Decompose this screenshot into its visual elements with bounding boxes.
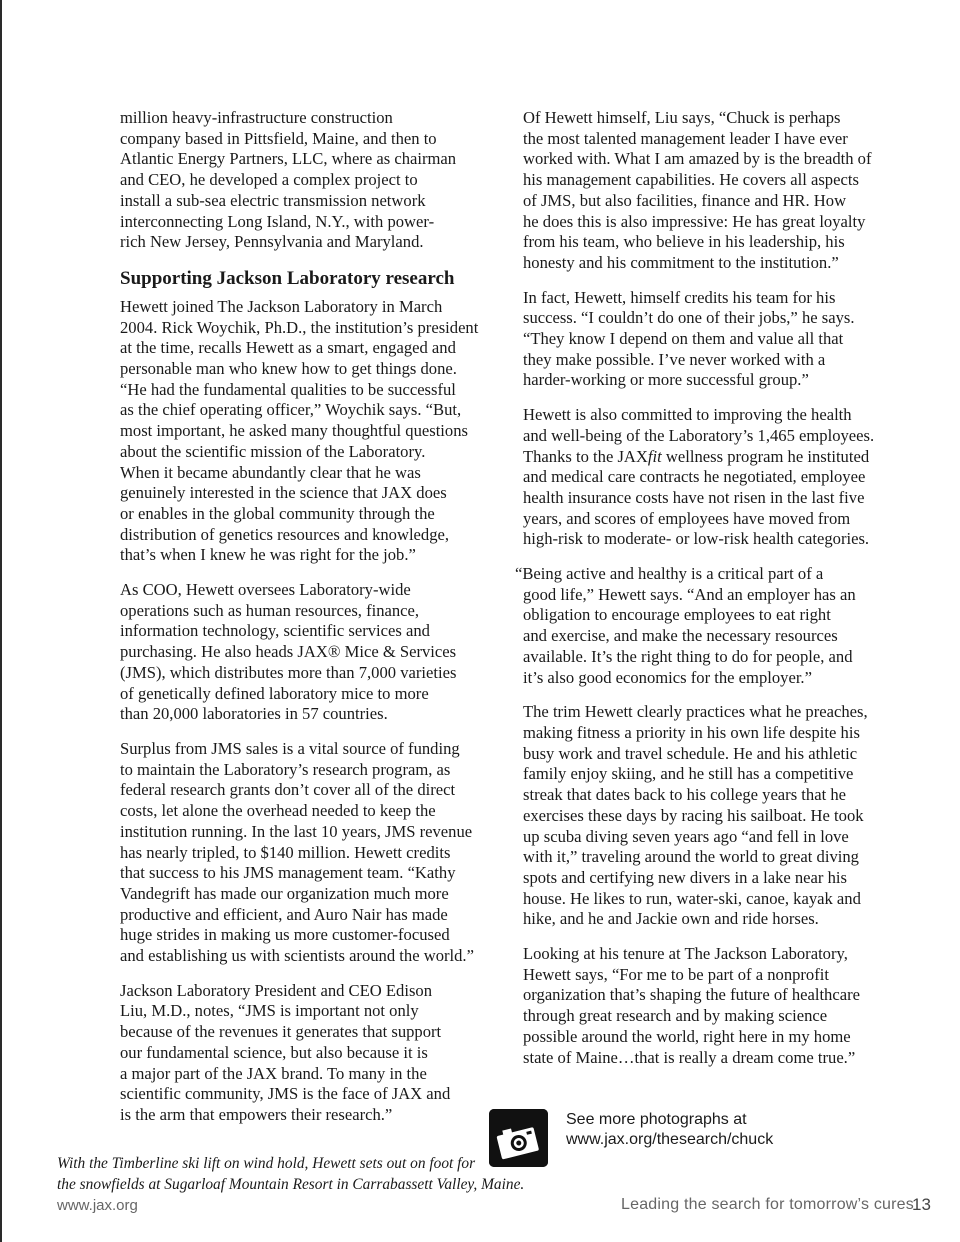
text-line: his management capabilities. He covers all aspects xyxy=(523,170,859,190)
text-line: “He had the fundamental qualities to be successful xyxy=(120,379,456,399)
text-line: through great research and by making science xyxy=(523,1006,828,1026)
text-line: Hewett says, “For me to be part of a nonprofit xyxy=(523,964,829,984)
text-line: the most talented management leader I have ever xyxy=(523,128,848,148)
text-line: up scuba diving seven years ago “and fell in love xyxy=(523,826,849,846)
text-line: “They know I depend on them and value all that xyxy=(523,329,844,349)
text-line: In fact, Hewett, himself credits his team for his xyxy=(523,287,836,307)
text-line: and exercise, and make the necessary resources xyxy=(523,626,838,646)
footer-tagline: Leading the search for tomorrow’s cures xyxy=(621,1196,914,1213)
text-line: operations such as human resources, finance, xyxy=(120,600,420,620)
text-line: from his team, who believe in his leadership, his xyxy=(523,232,845,252)
caption-line: the snowfields at Sugarloaf Mountain Resort in Carrabassett Valley, Maine. xyxy=(57,1175,525,1193)
text-line: of genetically defined laboratory mice to more xyxy=(120,683,429,703)
text-line: or enables in the global community through the xyxy=(120,503,435,523)
text-line: health insurance costs have not risen in the last five xyxy=(523,487,865,507)
text-line: costs, let alone the overhead needed to keep the xyxy=(120,801,436,821)
photo-caption xyxy=(57,1154,524,1195)
text-line: that’s when I knew he was right for the job.” xyxy=(120,545,416,565)
text-line: of JMS, but also facilities, finance and HR. How xyxy=(523,190,847,210)
text-line: available. It’s the right thing to do for people, and xyxy=(523,646,853,666)
text-line: and medical care contracts he negotiated, employee xyxy=(523,467,866,487)
text-line: interconnecting Long Island, N.Y., with power- xyxy=(120,211,435,231)
text-line: information technology, scientific services and xyxy=(120,621,430,641)
text-line: Of Hewett himself, Liu says, “Chuck is perhaps xyxy=(523,108,841,127)
text-line: Looking at his tenure at The Jackson Laboratory, xyxy=(523,944,848,964)
camera-icon[interactable] xyxy=(489,1109,548,1167)
text-line: personable man who knew how to get things done. xyxy=(120,359,457,379)
text-line: possible around the world, right here in my home xyxy=(523,1026,851,1046)
text-line: obligation to encourage employees to eat right xyxy=(523,605,831,625)
text-line: as the chief operating officer,” Woychik says. “But, xyxy=(120,400,462,420)
text-line: hike, and he and Jackie own and ride horses. xyxy=(523,909,819,929)
text-line: good life,” Hewett says. “And an employer has an xyxy=(523,584,856,604)
right-para-5 xyxy=(523,702,889,930)
text-line: busy work and travel schedule. He and his athletic xyxy=(523,743,858,763)
right-para-4 xyxy=(515,564,889,688)
caption-line: With the Timberline ski lift on wind hold, Hewett sets out on foot for xyxy=(57,1155,476,1172)
text-line: genuinely interested in the science that JAX does xyxy=(120,483,447,503)
text-line: most important, he asked many thoughtful questions xyxy=(120,421,468,441)
text-line: because of the revenues it generates that support xyxy=(120,1022,442,1042)
text-line: family enjoy skiing, and he still has a competitive xyxy=(523,764,854,784)
text-line: and CEO, he developed a complex project to xyxy=(120,170,418,190)
text-line: “Being active and healthy is a critical part of a xyxy=(515,564,824,584)
text-line: streak that dates back to his college years that he xyxy=(523,785,846,805)
text-line: state of Maine…that is really a dream come true.” xyxy=(523,1047,856,1067)
footer-website[interactable]: www.jax.org xyxy=(57,1197,138,1214)
text-line: As COO, Hewett oversees Laboratory-wide xyxy=(120,580,411,600)
text-line: spots and certifying new divers in a lake near his xyxy=(523,867,847,887)
text-line: to maintain the Laboratory’s research program, as xyxy=(120,759,451,779)
text-line: Hewett joined The Jackson Laboratory in March xyxy=(120,296,443,316)
text-line: they make possible. I’ve never worked with a xyxy=(523,349,826,369)
section-heading: Supporting Jackson Laboratory research xyxy=(120,267,455,289)
more-photos-text: See more photographs at xyxy=(566,1111,747,1128)
text-line: Jackson Laboratory President and CEO Edison xyxy=(120,980,432,1000)
text-line: our fundamental science, but also because it is xyxy=(120,1042,428,1062)
right-para-2 xyxy=(523,288,889,392)
text-line: than 20,000 laboratories in 57 countries. xyxy=(120,704,388,724)
left-column xyxy=(120,108,486,1140)
text-line: Surplus from JMS sales is a vital source of funding xyxy=(120,738,460,758)
text-line: house. He likes to run, water-ski, canoe, kayak and xyxy=(523,888,861,908)
text-line: has nearly tripled, to $140 million. Hewett credits xyxy=(120,842,451,862)
text-line: 2004. Rick Woychik, Ph.D., the institution’s president xyxy=(120,317,479,337)
right-para-1 xyxy=(523,108,889,274)
text-line: and well-being of the Laboratory’s 1,465 employees. xyxy=(523,425,875,445)
text-line: Liu, M.D., notes, “JMS is important not only xyxy=(120,1001,419,1021)
text-line: honesty and his commitment to the institution.” xyxy=(523,252,839,272)
text-line: million heavy-infrastructure construction xyxy=(120,108,393,127)
text-line: is the arm that empowers their research.” xyxy=(120,1104,393,1124)
right-column xyxy=(515,108,889,1082)
text-line: install a sub-sea electric transmission network xyxy=(120,190,426,210)
text-line: When it became abundantly clear that he was xyxy=(120,462,421,482)
text-line: it’s also good economics for the employer.” xyxy=(523,667,812,687)
page-number: 13 xyxy=(912,1195,931,1214)
text-line: Atlantic Energy Partners, LLC, where as chairman xyxy=(120,149,457,169)
text-line: Thanks to the JAXfit wellness program he instituted xyxy=(523,446,870,466)
text-line: federal research grants don’t cover all of the direct xyxy=(120,780,456,800)
text-line: and establishing us with scientists around the world.” xyxy=(120,946,474,966)
text-line: company based in Pittsfield, Maine, and then to xyxy=(120,128,437,148)
text-line: productive and efficient, and Auro Nair has made xyxy=(120,904,448,924)
text-line: huge strides in making us more customer-focused xyxy=(120,925,450,945)
text-line: organization that’s shaping the future of healthcare xyxy=(523,985,860,1005)
text-line: (JMS), which distributes more than 7,000 varieties xyxy=(120,662,457,682)
left-para-2 xyxy=(120,297,486,566)
text-line: he does this is also impressive: He has great loyalty xyxy=(523,211,866,231)
left-para-3 xyxy=(120,580,486,725)
text-line: scientific community, JMS is the face of JAX and xyxy=(120,1084,451,1104)
right-para-6 xyxy=(523,944,889,1068)
text-line: rich New Jersey, Pennsylvania and Maryland. xyxy=(120,232,424,252)
left-para-1 xyxy=(120,108,486,253)
text-line: about the scientific mission of the Laboratory. xyxy=(120,441,426,461)
left-para-4 xyxy=(120,739,486,967)
text-line: that success to his JMS management team. “Kathy xyxy=(120,863,456,883)
camera-icon-graphic xyxy=(489,1109,548,1167)
text-line: The trim Hewett clearly practices what he preaches, xyxy=(523,702,868,722)
text-line: Hewett is also committed to improving the health xyxy=(523,405,852,425)
text-line: making fitness a priority in his own life despite his xyxy=(523,722,860,742)
text-line: harder-working or more successful group.” xyxy=(523,370,809,390)
text-line: at the time, recalls Hewett as a smart, engaged and xyxy=(120,338,456,358)
text-line: a major part of the JAX brand. To many in the xyxy=(120,1063,427,1083)
right-para-3 xyxy=(523,405,889,550)
text-line: purchasing. He also heads JAX® Mice & Services xyxy=(120,642,457,662)
page-edge-rule xyxy=(0,0,2,1242)
text-line: Vandegrift has made our organization much more xyxy=(120,883,449,903)
text-line: worked with. What I am amazed by is the breadth of xyxy=(523,149,872,169)
left-para-5 xyxy=(120,981,486,1126)
text-line: institution running. In the last 10 years, JMS revenue xyxy=(120,821,473,841)
text-line: high-risk to moderate- or low-risk health categories. xyxy=(523,529,870,549)
text-line: years, and scores of employees have moved from xyxy=(523,508,851,528)
more-photos-link[interactable] xyxy=(566,1110,773,1149)
text-line: success. “I couldn’t do one of their jobs,” he says. xyxy=(523,308,855,328)
text-line: with it,” traveling around the world to great diving xyxy=(523,847,859,867)
text-line: distribution of genetics resources and knowledge, xyxy=(120,524,450,544)
text-line: exercises these days by racing his sailboat. He took xyxy=(523,805,864,825)
more-photos-url[interactable]: www.jax.org/thesearch/chuck xyxy=(566,1130,774,1148)
